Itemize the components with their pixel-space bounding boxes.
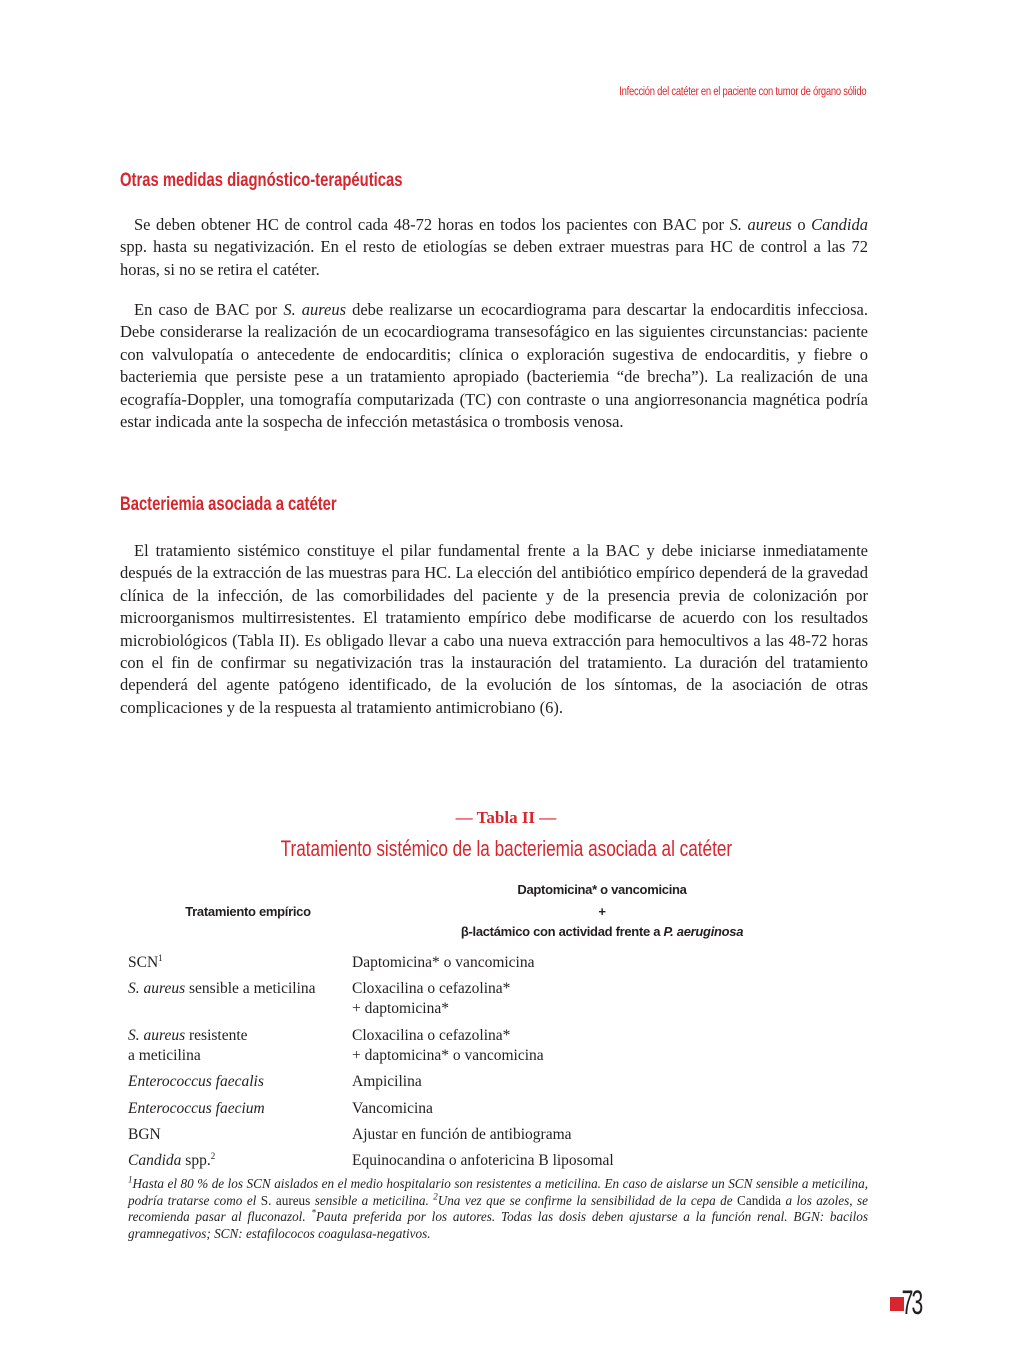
text-run: sensible a meticilina. <box>310 1192 434 1208</box>
text-run: Hasta el 80 % de los SCN aislados en el medio hospitalario son resistentes a meticilina. En caso de aislarse un SCN sensible a meticilina, podría tratarse como el <box>128 1176 868 1208</box>
section-heading-bacteriemia: Bacteriemia asociada a catéter <box>120 494 337 515</box>
table-cell-organism <box>128 1151 348 1171</box>
table-title <box>0 836 1012 862</box>
text-run: Ampicilina <box>352 1073 422 1090</box>
text-run: BGN <box>128 1126 161 1143</box>
text-run: 2 <box>210 1150 216 1161</box>
text-run: Candida <box>128 1152 182 1169</box>
table-cell-organism <box>128 1099 348 1119</box>
text-run: Ajustar en función de antibiograma <box>352 1126 572 1143</box>
section-heading-otras-medidas: Otras medidas diagnóstico-terapéuticas <box>120 170 403 191</box>
text-run: + daptomicina* o vancomicina <box>352 1047 544 1064</box>
text-run: spp. <box>181 1152 211 1169</box>
text-run: S. aureus <box>128 980 186 997</box>
text-run: 2 <box>433 1191 438 1202</box>
text-run: En caso de BAC por <box>134 300 284 319</box>
text-run: S. aureus <box>729 215 792 234</box>
table-header-right-line3-italic: P. aeruginosa <box>663 924 744 939</box>
text-run: Enterococcus faecium <box>128 1100 265 1117</box>
text-run: El tratamiento sistémico constituye el pilar fundamental frente a la BAC y debe iniciarse inmediatamente después de la extracción de las muestras para HC. La elección del antibiótico empírico dependerá de la gravedad clínica de la infección, de las comorbilidades del paciente y de la presencia previa de colonización por microorganismos multirresistentes. El tratamiento empírico debe modificarse de acuerdo con los resultados microbiológicos (Tabla II). Es obligado llevar a cabo una nueva extracción para hemocultivos a las 48-72 horas con el fin de confirmar su negativización tras la instauración del tratamiento. La duración del tratamiento dependerá del agente patógeno identificado, de la evolución de los síntomas, de la asociación de otras complicaciones y de la respuesta al tratamiento antimicrobiano (6). <box>120 541 868 717</box>
table-header-left: Tratamiento empírico <box>185 904 311 919</box>
text-run: Vancomicina <box>352 1100 433 1117</box>
text-run: Se deben obtener HC de control cada 48-72 horas en todos los pacientes con BAC por <box>134 215 730 234</box>
paragraph-hc-control <box>120 214 868 281</box>
table-cell-treatment <box>352 1026 852 1066</box>
text-run: debe realizarse un ecocardiograma para descartar la endocarditis infecciosa. Debe considerarse la realización de un ecocardiograma transesofágico en las siguientes circunstancias: paciente con valvulopatía o antecedente de endocarditis; clínica o exploración sugestiva de endocarditis, y fiebre o bacteriemia que persiste pese a un tratamiento apropiado (bacteriemia “de brecha”). La realización de una ecografía-Doppler, una tomografía computarizada (TC) con contraste o una angiorresonancia magnética podría estar indicada ante la sospecha de infección metastásica o trombosis venosa. <box>120 300 868 432</box>
text-run: + daptomicina* <box>352 1000 449 1017</box>
text-run: o <box>791 215 812 234</box>
table-cell-organism <box>128 979 348 999</box>
table-cell-treatment <box>352 953 852 973</box>
table-cell-treatment <box>352 979 852 1019</box>
text-run: Candida <box>811 215 868 234</box>
text-run: Una vez que se confirme la sensibilidad de la cepa de <box>437 1192 738 1208</box>
table-footnote <box>128 1176 868 1242</box>
text-run: sensible a meticilina <box>185 980 316 997</box>
page-number-text: 73 <box>901 1284 922 1322</box>
running-header: Infección del catéter en el paciente con tumor de órgano sólido <box>618 86 866 98</box>
table-cell-treatment <box>352 1151 852 1171</box>
text-run: Candida <box>737 1192 781 1208</box>
table-cell-treatment <box>352 1072 852 1092</box>
table-cell-organism <box>128 1072 348 1092</box>
table-cell-treatment <box>352 1099 852 1119</box>
text-run: spp. hasta su negativización. En el resto de etiologías se deben extraer muestras para HC de control a las 72 horas, si no se retira el catéter. <box>120 237 868 279</box>
text-run: SCN <box>128 954 159 971</box>
table-header-right-line1: Daptomicina* o vancomicina <box>517 882 687 897</box>
table-header-right-line3-text: β-lactámico con actividad frente a <box>460 924 664 939</box>
paragraph-ecocardiograma <box>120 299 868 433</box>
text-run: Cloxacilina o cefazolina* <box>352 1027 511 1044</box>
text-run: a los azoles, se recomienda pasar al fluconazol. <box>128 1192 868 1225</box>
table-kicker: — Tabla II — <box>455 808 557 827</box>
text-run: S. aureus <box>283 300 347 319</box>
table-cell-organism <box>128 953 348 973</box>
text-run: 1 <box>128 1174 133 1185</box>
text-run: Equinocandina o anfotericina B liposomal <box>352 1152 614 1169</box>
paragraph-tratamiento-sistemico <box>120 540 868 719</box>
table-cell-organism <box>128 1125 348 1145</box>
text-run: a meticilina <box>128 1047 201 1064</box>
table-title-text: Tratamiento sistémico de la bacteriemia asociada al catéter <box>280 836 732 861</box>
text-run: S. aureus <box>260 1192 311 1208</box>
table-cell-treatment <box>352 1125 852 1145</box>
text-run: Cloxacilina o cefazolina* <box>352 980 511 997</box>
table-cell-organism <box>128 1026 348 1066</box>
page-number <box>888 1284 921 1323</box>
text-run: resistente <box>185 1027 248 1044</box>
text-run: Pauta preferida por los autores. Todas las dosis deben ajustarse a la función renal. BGN: bacilos gramnegativos; SCN: estafilococos coagulasa-negativos. <box>128 1209 869 1241</box>
text-run: S. aureus <box>128 1027 186 1044</box>
text-run: Enterococcus faecalis <box>128 1073 264 1090</box>
table-header-right-line3 <box>352 924 852 939</box>
table-header-right-plus: + <box>598 904 606 919</box>
text-run: 1 <box>158 952 163 963</box>
text-run: * <box>311 1207 316 1218</box>
text-run: Daptomicina* o vancomicina <box>352 954 535 971</box>
